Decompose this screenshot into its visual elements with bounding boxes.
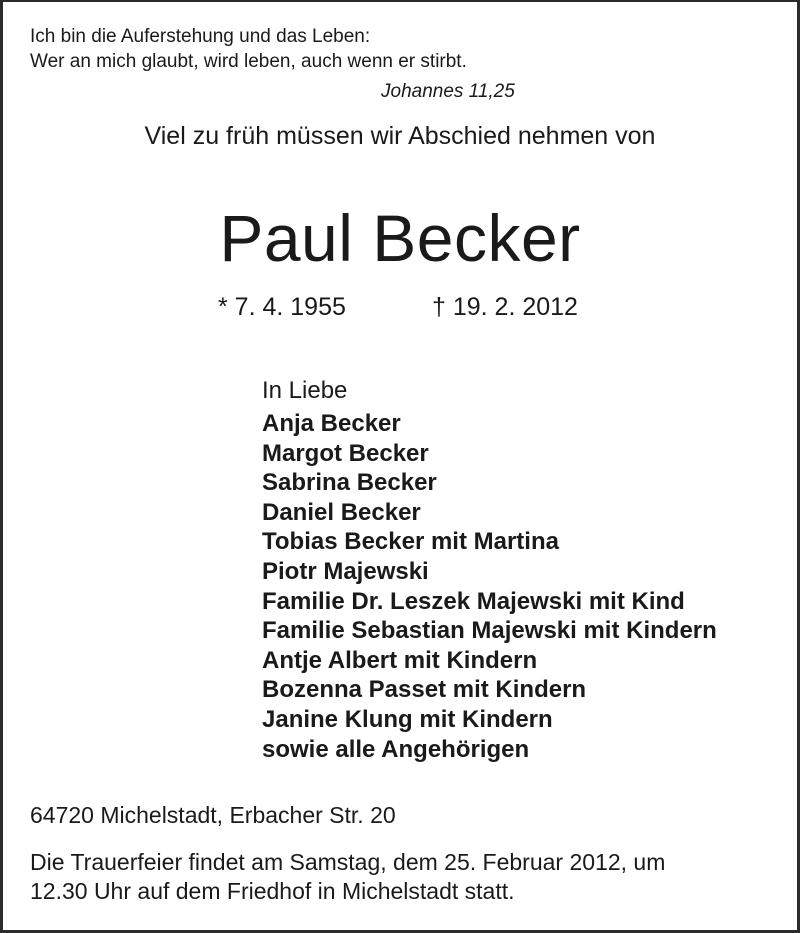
bible-verse — [30, 24, 467, 74]
birth-date: * 7. 4. 1955 — [218, 293, 346, 321]
family-address: 64720 Michelstadt, Erbacher Str. 20 — [30, 802, 396, 828]
service-line-2: 12.30 Uhr auf dem Friedhof in Michelstadt statt. — [30, 878, 515, 904]
mourner-name: Daniel Becker — [262, 498, 421, 526]
mourner-name: Sabrina Becker — [262, 469, 437, 497]
mourner-name: Margot Becker — [262, 439, 429, 467]
verse-line-2: Wer an mich glaubt, wird leben, auch wenn er stirbt. — [30, 51, 467, 72]
death-date: † 19. 2. 2012 — [432, 293, 578, 321]
mourner-name: Tobias Becker mit Martina — [262, 528, 559, 556]
deceased-name: Paul Becker — [219, 201, 581, 275]
mourners-list — [262, 409, 717, 764]
service-line-1: Die Trauerfeier findet am Samstag, dem 25. Februar 2012, um — [30, 849, 666, 875]
mourner-name: Familie Sebastian Majewski mit Kindern — [262, 617, 717, 645]
mourner-name: Familie Dr. Leszek Majewski mit Kind — [262, 587, 685, 615]
mourner-name: Janine Klung mit Kindern — [262, 705, 553, 733]
mourners-label: In Liebe — [262, 377, 348, 404]
mourner-name: Piotr Majewski — [262, 557, 429, 585]
mourner-name: Anja Becker — [262, 410, 401, 437]
mourner-name: Bozenna Passet mit Kindern — [262, 676, 587, 704]
intro-text: Viel zu früh müssen wir Abschied nehmen von — [144, 122, 656, 150]
verse-reference: Johannes 11,25 — [381, 81, 515, 102]
funeral-service-info — [30, 848, 790, 906]
mourner-name: sowie alle Angehörigen — [262, 735, 530, 763]
verse-line-1: Ich bin die Auferstehung und das Leben: — [30, 26, 371, 47]
mourner-name: Antje Albert mit Kindern — [262, 646, 538, 674]
